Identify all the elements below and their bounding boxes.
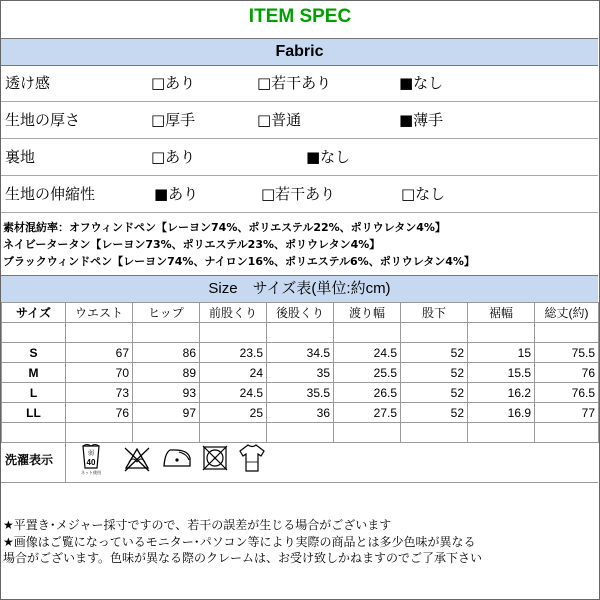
fabric-row-stretch [1, 176, 598, 213]
fabric-option: □若干あり [261, 185, 336, 203]
header-cell: 裾幅 [468, 303, 535, 323]
fabric-row-thickness [1, 102, 598, 139]
table-cell: 35.5 [267, 383, 334, 403]
header-cell: 総丈(約) [535, 303, 599, 323]
fabric-option: □普通 [257, 111, 302, 129]
fabric-option: ■なし [306, 148, 351, 166]
header-cell: 前股くり [200, 303, 267, 323]
care-label: 洗濯表示 [5, 453, 54, 467]
table-cell: 16.2 [468, 383, 535, 403]
table-cell: 15 [468, 343, 535, 363]
note-line: ★画像はご覧になっているモニター･パソコン等により実際の商品とは多少色味が異なる [3, 535, 476, 549]
size-label: S [2, 343, 66, 363]
table-cell: 35 [267, 363, 334, 383]
size-label: LL [2, 403, 66, 423]
fabric-row-label: 裏地 [5, 148, 36, 166]
table-row [2, 363, 599, 383]
fabric-option: □あり [151, 148, 196, 166]
table-cell: 25.5 [334, 363, 401, 383]
table-cell: 25 [200, 403, 267, 423]
fabric-header: Fabric [1, 38, 598, 66]
table-cell: 52 [401, 343, 468, 363]
table-cell: 27.5 [334, 403, 401, 423]
spec-title: ITEM SPEC [248, 6, 352, 27]
fabric-option: ■なし [399, 74, 444, 92]
header-cell: ウエスト [66, 303, 133, 323]
empty-row [2, 323, 599, 343]
table-cell: 34.5 [267, 343, 334, 363]
header-cell: サイズ [2, 303, 66, 323]
wash-temp: 40 [86, 458, 96, 467]
fabric-row-lining [1, 139, 598, 176]
table-cell: 73 [66, 383, 133, 403]
fabric-row-label: 生地の伸縮性 [5, 185, 96, 203]
fabric-option: □あり [151, 74, 196, 92]
material-line: ネイビータータン【レーヨン73%、ポリエステル23%、ポリウレタン4%】 [3, 238, 381, 251]
header-cell: 後股くり [267, 303, 334, 323]
wash-caption: ネット使用 [81, 470, 101, 475]
table-cell: 52 [401, 383, 468, 403]
fabric-option: ■あり [154, 185, 199, 203]
material-line: 素材混紡率：オフウィンドペン【レーヨン74%、ポリエステル22%、ポリウレタン4%】 [3, 221, 446, 234]
table-cell: 23.5 [200, 343, 267, 363]
material-line: ブラックウィンドペン【レーヨン74%、ナイロン16%、ポリエステル6%、ポリウレタン4%】 [3, 255, 475, 268]
table-cell: 16.9 [468, 403, 535, 423]
table-cell: 70 [66, 363, 133, 383]
table-cell: 86 [133, 343, 200, 363]
no-tumble-dry-icon [201, 444, 229, 472]
header-cell: ヒップ [133, 303, 200, 323]
fabric-row-transparency [1, 65, 598, 102]
no-bleach-icon [123, 446, 151, 472]
fabric-option: □厚手 [151, 111, 196, 129]
table-cell: 26.5 [334, 383, 401, 403]
fabric-option: ■薄手 [399, 111, 444, 129]
table-cell: 15.5 [468, 363, 535, 383]
hand-wash-40-net-icon [81, 442, 101, 476]
svg-text:弱: 弱 [87, 450, 95, 457]
fabric-row-label: 透け感 [5, 74, 51, 92]
size-table [1, 302, 599, 443]
table-cell: 97 [133, 403, 200, 423]
header-cell: 股下 [401, 303, 468, 323]
size-label: M [2, 363, 66, 383]
table-cell: 24.5 [200, 383, 267, 403]
table-cell: 76.5 [535, 383, 599, 403]
table-cell: 89 [133, 363, 200, 383]
table-row [2, 403, 599, 423]
table-cell: 24 [200, 363, 267, 383]
note-line: 場合がございます。色味が異なる際のクレームは、お受け致しかねますのでご了承下さい [3, 551, 483, 565]
table-cell: 52 [401, 363, 468, 383]
table-cell: 76 [535, 363, 599, 383]
size-label: L [2, 383, 66, 403]
table-cell: 75.5 [535, 343, 599, 363]
line-dry-icon [237, 442, 267, 474]
header-cell: 渡り幅 [334, 303, 401, 323]
iron-low-icon [161, 446, 193, 472]
size-header-row [2, 303, 599, 323]
table-cell: 77 [535, 403, 599, 423]
table-cell: 36 [267, 403, 334, 423]
care-divider [65, 436, 66, 482]
table-cell: 52 [401, 403, 468, 423]
fabric-row-label: 生地の厚さ [5, 111, 81, 129]
fabric-option: □若干あり [257, 74, 332, 92]
size-header: Size サイズ表(単位:約cm) [1, 275, 598, 303]
table-cell: 76 [66, 403, 133, 423]
table-row [2, 343, 599, 363]
note-line: ★平置き･メジャー採寸ですので、若干の誤差が生じる場合がございます [3, 518, 392, 532]
table-cell: 24.5 [334, 343, 401, 363]
table-cell: 93 [133, 383, 200, 403]
care-section [1, 436, 598, 483]
fabric-option: □なし [401, 185, 446, 203]
table-row [2, 383, 599, 403]
table-cell: 67 [66, 343, 133, 363]
